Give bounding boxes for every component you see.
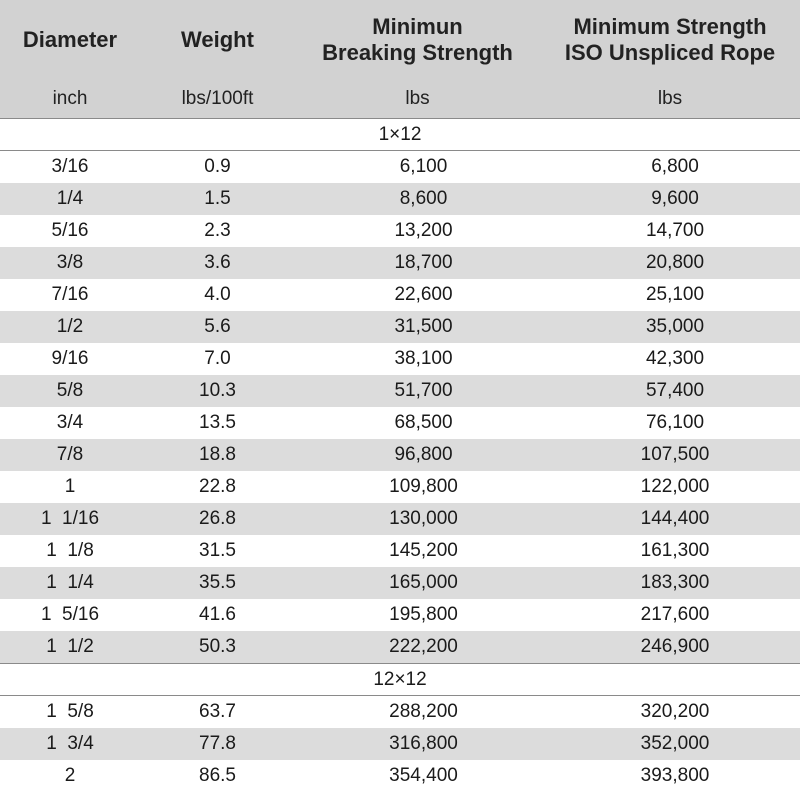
weight-cell: 5.6: [140, 311, 295, 343]
breaking-strength-cell: 288,200: [295, 696, 540, 729]
iso-strength-cell: 320,200: [540, 696, 800, 729]
weight-cell: 7.0: [140, 343, 295, 375]
weight-cell: 0.9: [140, 151, 295, 184]
breaking-strength-cell: 130,000: [295, 503, 540, 535]
table-row: [0, 696, 800, 729]
weight-cell: 77.8: [140, 728, 295, 760]
diameter-cell: 3/4: [0, 407, 140, 439]
section-row: [0, 664, 800, 696]
iso-strength-cell: 393,800: [540, 760, 800, 792]
iso-strength-cell: 20,800: [540, 247, 800, 279]
table-row: [0, 471, 800, 503]
weight-cell: 86.5: [140, 760, 295, 792]
diameter-cell: 1/2: [0, 311, 140, 343]
iso-strength-cell: 217,600: [540, 599, 800, 631]
weight-cell: 26.8: [140, 503, 295, 535]
iso-strength-cell: 57,400: [540, 375, 800, 407]
table-row: [0, 439, 800, 471]
weight-cell: 2.3: [140, 215, 295, 247]
table-row: [0, 599, 800, 631]
iso-strength-cell: 14,700: [540, 215, 800, 247]
diameter-cell: 7/16: [0, 279, 140, 311]
iso-strength-cell: 144,400: [540, 503, 800, 535]
weight-cell: 31.5: [140, 535, 295, 567]
table-row: [0, 247, 800, 279]
weight-cell: 10.3: [140, 375, 295, 407]
table-row: [0, 567, 800, 599]
table-row: [0, 375, 800, 407]
diameter-header: Diameter: [0, 0, 140, 79]
weight-cell: 1.5: [140, 183, 295, 215]
iso-strength-cell: 76,100: [540, 407, 800, 439]
diameter-cell: 1 1/16: [0, 503, 140, 535]
weight-cell: 41.6: [140, 599, 295, 631]
diameter-cell: 1 5/8: [0, 696, 140, 729]
breaking-strength-cell: 22,600: [295, 279, 540, 311]
diameter-cell: 3/8: [0, 247, 140, 279]
weight-cell: 4.0: [140, 279, 295, 311]
iso-strength-cell: 6,800: [540, 151, 800, 184]
diameter-cell: 1/4: [0, 183, 140, 215]
table-body: [0, 119, 800, 793]
iso-strength-cell: 183,300: [540, 567, 800, 599]
table-header: [0, 0, 800, 119]
iso-strength-cell: 122,000: [540, 471, 800, 503]
breaking-strength-cell: 51,700: [295, 375, 540, 407]
weight-unit: lbs/100ft: [140, 79, 295, 119]
diameter-cell: 1: [0, 471, 140, 503]
diameter-cell: 2: [0, 760, 140, 792]
table-row: [0, 503, 800, 535]
table-row: [0, 311, 800, 343]
diameter-cell: 1 1/4: [0, 567, 140, 599]
table-row: [0, 631, 800, 664]
table-row: [0, 343, 800, 375]
section-title: 1×12: [0, 119, 800, 151]
breaking-strength-cell: 109,800: [295, 471, 540, 503]
weight-cell: 18.8: [140, 439, 295, 471]
weight-cell: 35.5: [140, 567, 295, 599]
iso-strength-cell: 42,300: [540, 343, 800, 375]
table-row: [0, 151, 800, 184]
iso-strength-cell: 246,900: [540, 631, 800, 664]
diameter-cell: 1 3/4: [0, 728, 140, 760]
header-row: [0, 0, 800, 79]
units-row: [0, 79, 800, 119]
weight-header: Weight: [140, 0, 295, 79]
diameter-cell: 9/16: [0, 343, 140, 375]
breaking-strength-cell: 222,200: [295, 631, 540, 664]
iso-strength-cell: 107,500: [540, 439, 800, 471]
table-row: [0, 728, 800, 760]
table-row: [0, 183, 800, 215]
table-row: [0, 535, 800, 567]
weight-cell: 3.6: [140, 247, 295, 279]
breaking-strength-cell: 31,500: [295, 311, 540, 343]
table-row: [0, 407, 800, 439]
weight-cell: 13.5: [140, 407, 295, 439]
iso-strength-cell: 35,000: [540, 311, 800, 343]
iso-strength-cell: 25,100: [540, 279, 800, 311]
diameter-cell: 3/16: [0, 151, 140, 184]
breaking-strength-cell: 13,200: [295, 215, 540, 247]
breaking-strength-cell: 18,700: [295, 247, 540, 279]
breaking-strength-cell: 6,100: [295, 151, 540, 184]
breaking-strength-cell: 165,000: [295, 567, 540, 599]
breaking-strength-cell: 195,800: [295, 599, 540, 631]
iso-unit: lbs: [540, 79, 800, 119]
diameter-cell: 5/16: [0, 215, 140, 247]
breaking-strength-cell: 8,600: [295, 183, 540, 215]
breaking-strength-cell: 96,800: [295, 439, 540, 471]
diameter-cell: 5/8: [0, 375, 140, 407]
diameter-unit: inch: [0, 79, 140, 119]
breaking-strength-cell: 354,400: [295, 760, 540, 792]
breaking-strength-cell: 316,800: [295, 728, 540, 760]
iso-strength-cell: 161,300: [540, 535, 800, 567]
weight-cell: 63.7: [140, 696, 295, 729]
diameter-cell: 1 5/16: [0, 599, 140, 631]
iso-strength-cell: 352,000: [540, 728, 800, 760]
section-row: [0, 119, 800, 151]
diameter-cell: 1 1/8: [0, 535, 140, 567]
section-title: 12×12: [0, 664, 800, 696]
iso-strength-header: Minimum Strength ISO Unspliced Rope: [540, 0, 800, 79]
breaking-strength-cell: 145,200: [295, 535, 540, 567]
iso-strength-cell: 9,600: [540, 183, 800, 215]
weight-cell: 22.8: [140, 471, 295, 503]
diameter-cell: 1 1/2: [0, 631, 140, 664]
breaking-strength-cell: 38,100: [295, 343, 540, 375]
diameter-cell: 7/8: [0, 439, 140, 471]
table-row: [0, 215, 800, 247]
breaking-unit: lbs: [295, 79, 540, 119]
table-row: [0, 279, 800, 311]
table-row: [0, 760, 800, 792]
weight-cell: 50.3: [140, 631, 295, 664]
breaking-strength-cell: 68,500: [295, 407, 540, 439]
breaking-strength-header: Minimun Breaking Strength: [295, 0, 540, 79]
